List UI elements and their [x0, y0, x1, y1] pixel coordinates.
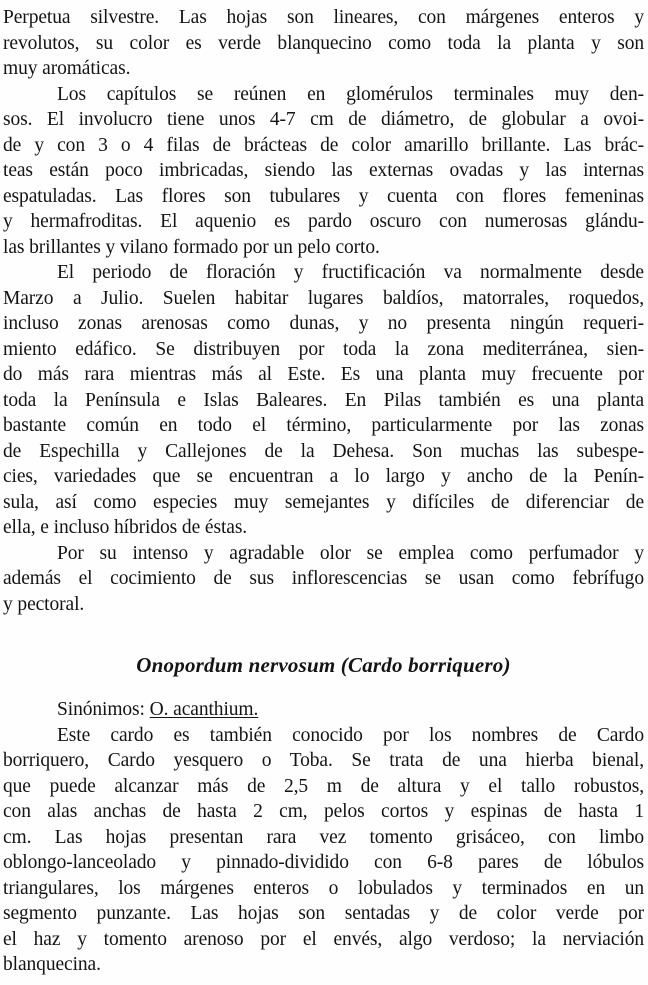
text-line: sos. El involucro tiene unos 4-7 cm de diámetro, de globular a ovoi- [3, 109, 644, 130]
text-line: miento edáfico. Se distribuyen por toda la zona mediterránea, sien- [3, 338, 644, 360]
text-line: oblongo-lanceolado y pinnado-dividido con 6-8 pares de lóbulos [3, 852, 644, 873]
text-line: Los capítulos se reúnen en glomérulos terminales muy den- [57, 83, 644, 105]
text-line: muy aromáticas. [3, 58, 131, 79]
text-line: cies, variedades que se encuentran a lo largo y ancho de la Penín- [3, 466, 644, 487]
text-line: ella, e incluso híbridos de éstas. [3, 517, 248, 538]
text-line: además el cocimiento de sus inflorescencias se usan como febrífugo [3, 568, 644, 589]
synonyms-paragraph [3, 697, 644, 723]
text-line: las brillantes y vilano formado por un pelo corto. [3, 236, 380, 258]
text-line: Perpetua silvestre. Las hojas son lineares, con márgenes enteros y [3, 7, 644, 28]
text-line: revolutos, su color es verde blanquecino como toda la planta y son [3, 32, 644, 54]
text-line: cm. Las hojas presentan rara vez tomento grisáceo, con limbo [3, 826, 644, 848]
text-line: y pectoral. [3, 593, 85, 615]
text-line: el haz y tomento arenoso por el envés, algo verdoso; la nerviación [3, 928, 644, 950]
body-paragraph [3, 723, 644, 978]
body-paragraph [3, 260, 644, 541]
page-body [3, 5, 644, 978]
text-line: triangulares, los márgenes enteros o lobulados y terminados en un [3, 877, 644, 899]
text-line: teas están poco imbricadas, siendo las externas ovadas y las internas [3, 160, 644, 181]
species-heading: Onopordum nervosum (Cardo borriquero) [136, 653, 511, 677]
text-line: segmento punzante. Las hojas son sentadas y de color verde por [3, 903, 644, 924]
text-line: bastante común en todo el término, particularmente por las zonas [3, 415, 644, 436]
synonyms-label: Sinónimos: [57, 699, 150, 720]
text-line: y hermafroditas. El aquenio es pardo oscuro con numerosas glándu- [3, 211, 644, 232]
text-line: Este cardo es también conocido por los nombres de Cardo [57, 724, 644, 746]
text-line: incluso zonas arenosas como dunas, y no presenta ningún requeri- [3, 313, 644, 334]
text-line: do más rara mientras más al Este. Es una planta muy frecuente por [3, 364, 644, 385]
text-line: Por su intenso y agradable olor se emplea como perfumador y [57, 542, 644, 564]
text-line: espatuladas. Las flores son tubulares y cuenta con flores femeninas [3, 185, 644, 207]
text-line: toda la Península e Islas Baleares. En Pilas también es una planta [3, 389, 644, 411]
text-line: con alas anchas de hasta 2 cm, pelos cortos y espinas de hasta 1 [3, 801, 644, 822]
text-line: El periodo de floración y fructificación va normalmente desde [57, 262, 644, 283]
body-paragraph [3, 541, 644, 618]
text-line: de y con 3 o 4 filas de brácteas de color amarillo brillante. Las brác- [3, 134, 644, 156]
synonyms-line [3, 697, 644, 723]
body-paragraph [3, 82, 644, 261]
text-line: de Espechilla y Callejones de la Dehesa. Son muchas las subespe- [3, 440, 644, 462]
text-line: borriquero, Cardo yesquero o Toba. Se trata de una hierba bienal, [3, 750, 644, 771]
body-paragraph [3, 5, 644, 82]
text-line: que puede alcanzar más de 2,5 m de altura y el tallo robustos, [3, 775, 644, 797]
text-line: sula, así como especies muy semejantes y difíciles de diferenciar de [3, 491, 644, 513]
text-line: Marzo a Julio. Suelen habitar lugares baldíos, matorrales, roquedos, [3, 287, 644, 309]
synonym-species-name: O. acanthium. [149, 699, 259, 720]
text-line: blanquecina. [3, 954, 101, 975]
